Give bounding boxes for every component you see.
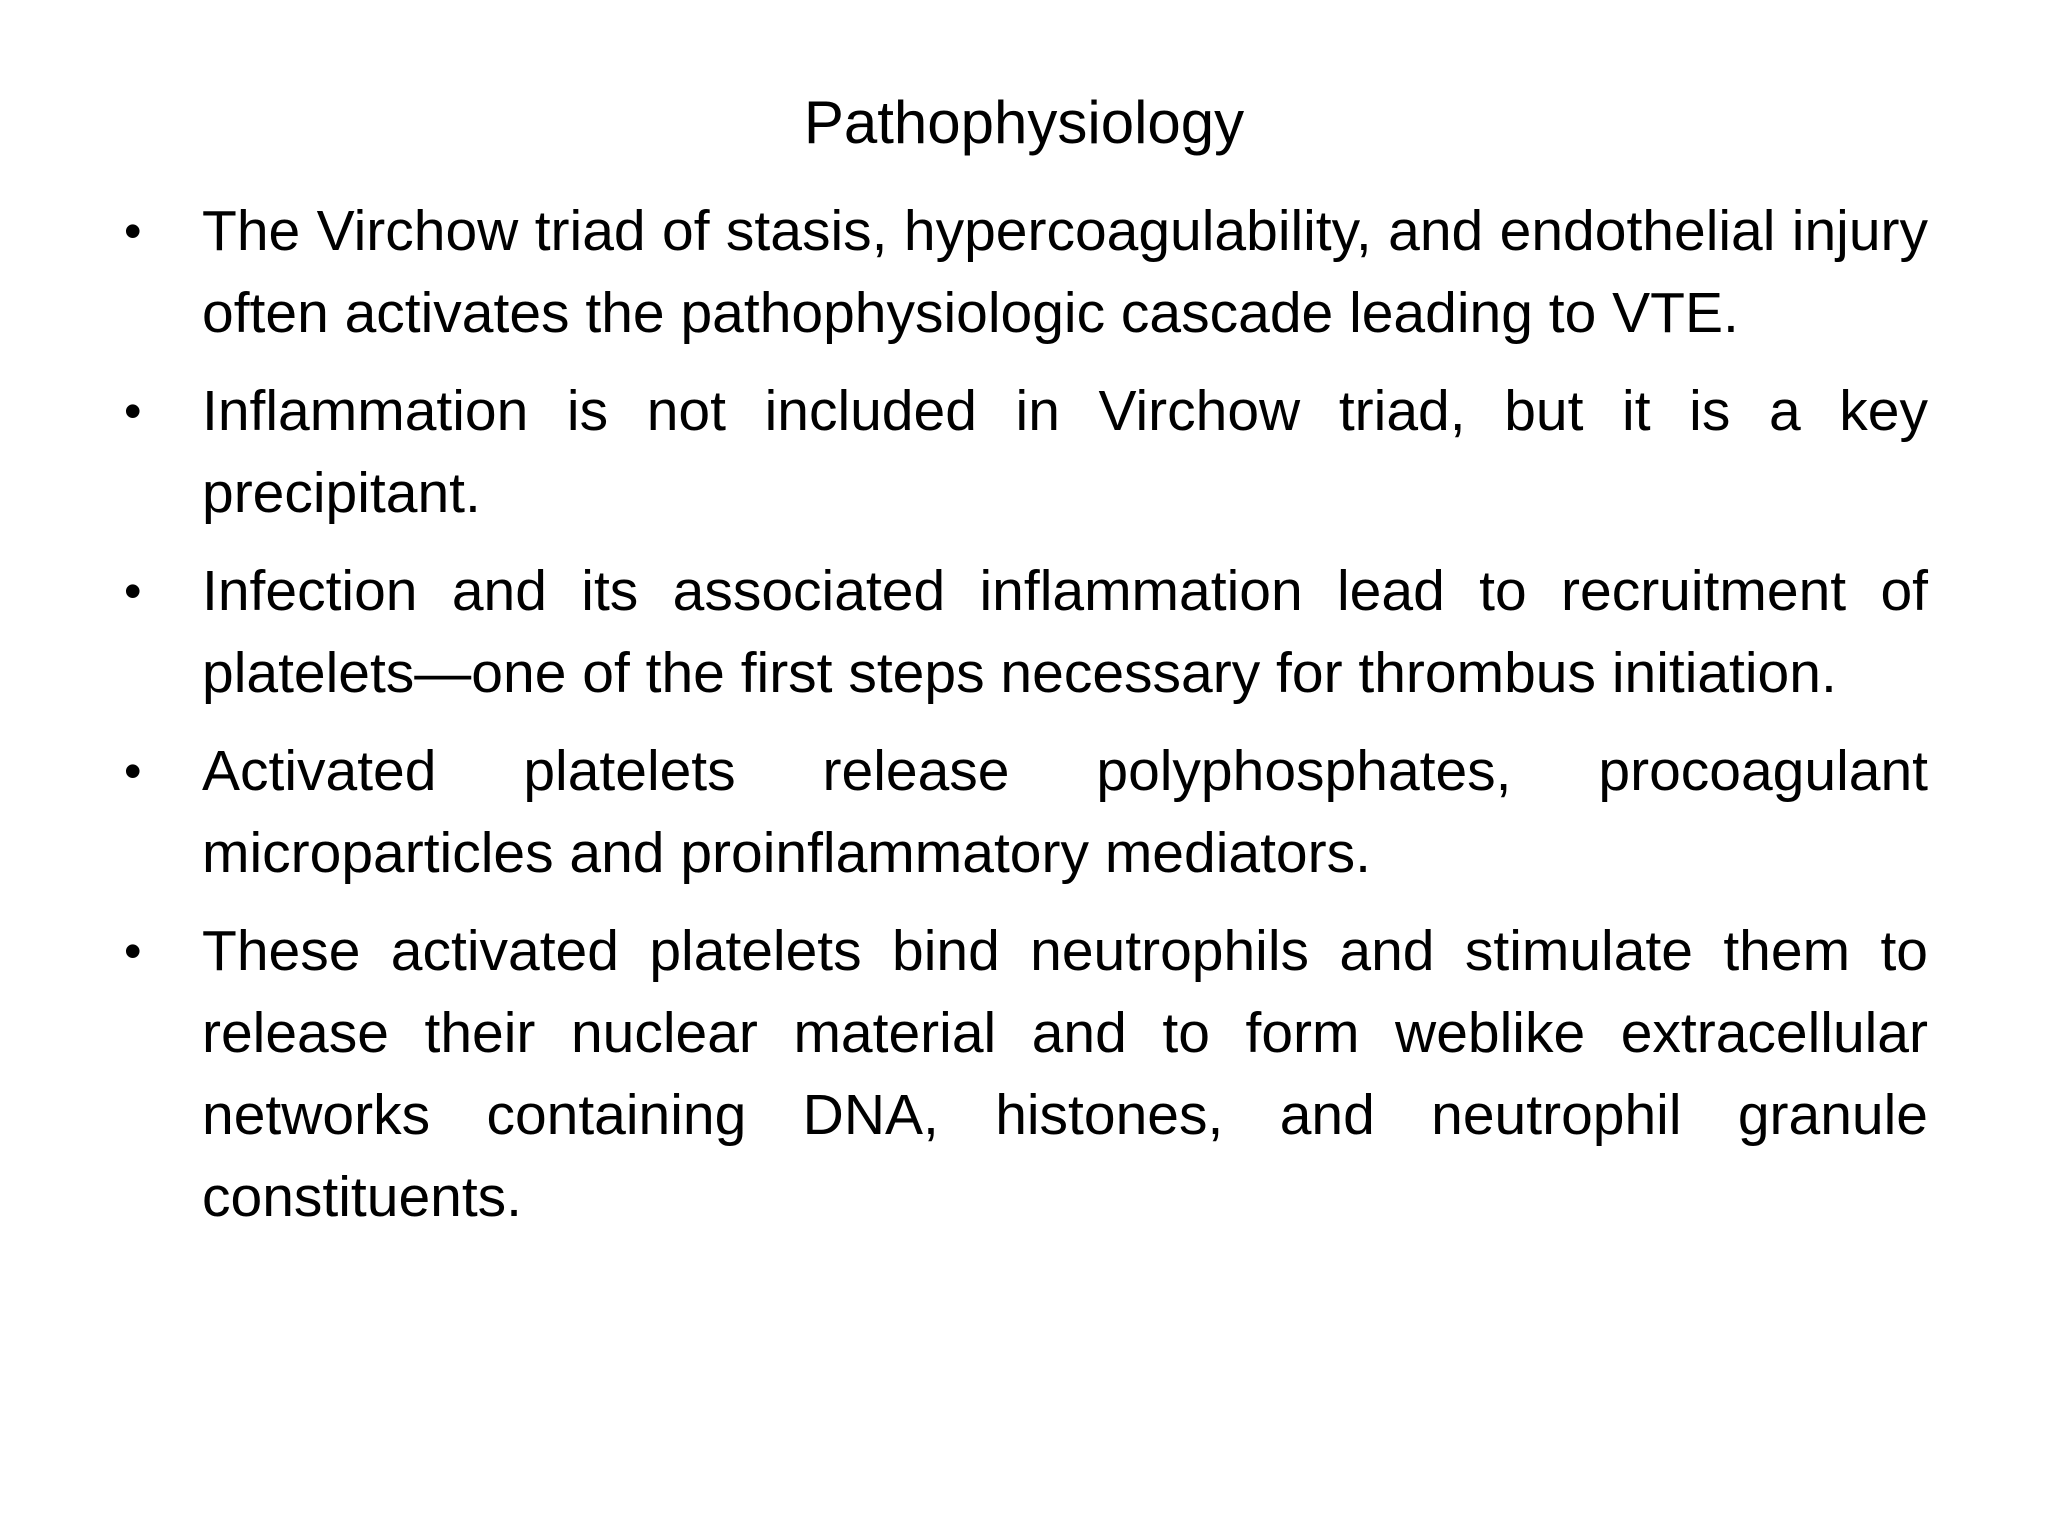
bullet-icon: • xyxy=(124,923,142,979)
bullet-icon: • xyxy=(124,563,142,619)
bullet-item xyxy=(120,190,1928,354)
bullet-text: These activated platelets bind neutrophils and stimulate them to release their nuclear material and to form weblike extracellular networks containing DNA, histones, and neutrophil granule constituents. xyxy=(202,919,1928,1229)
bullet-item xyxy=(120,370,1928,534)
bullet-text: The Virchow triad of stasis, hypercoagulability, and endothelial injury often activates the pathophysiologic cascade leading to VTE. xyxy=(202,199,1928,345)
bullet-item xyxy=(120,730,1928,894)
bullet-item xyxy=(120,910,1928,1238)
bullet-item xyxy=(120,550,1928,714)
bullet-text: Infection and its associated inflammation lead to recruitment of platelets—one of the first steps necessary for thrombus initiation. xyxy=(202,559,1928,705)
bullet-icon: • xyxy=(124,383,142,439)
bullet-icon: • xyxy=(124,203,142,259)
bullet-icon: • xyxy=(124,743,142,799)
bullet-text: Inflammation is not included in Virchow triad, but it is a key precipitant. xyxy=(202,379,1928,525)
bullet-list xyxy=(120,190,1928,1254)
slide-title: Pathophysiology xyxy=(803,89,1245,156)
bullet-text: Activated platelets release polyphosphates, procoagulant microparticles and proinflammatory mediators. xyxy=(202,739,1928,885)
